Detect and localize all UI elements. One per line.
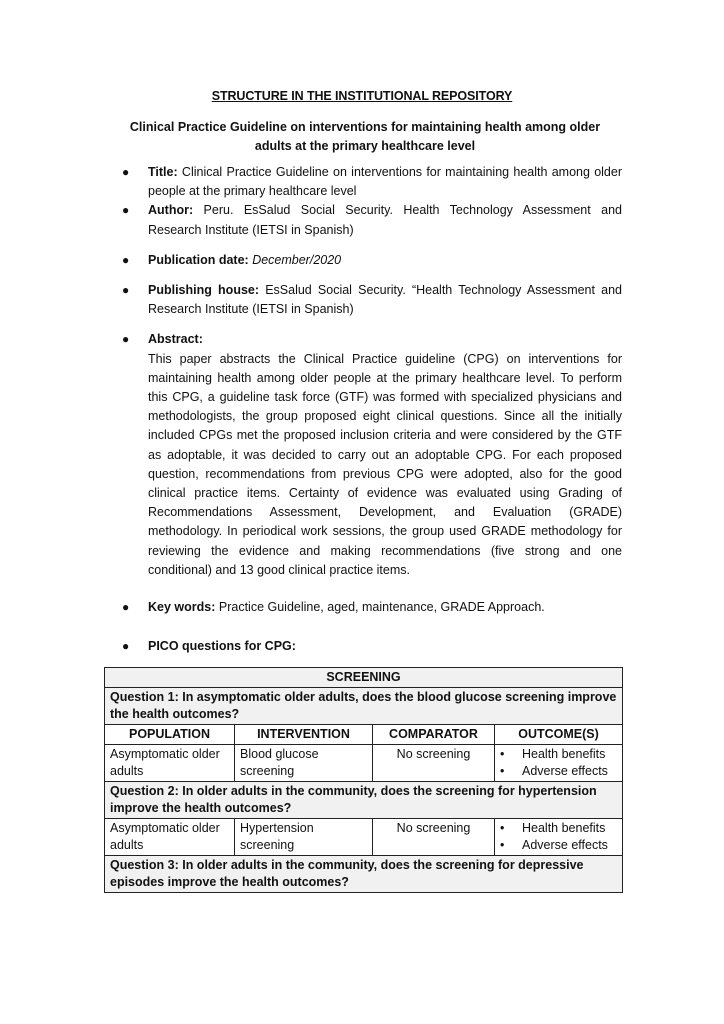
publisher-value: EsSalud Social Security. “Health Technology Assessment and Research Institute (IETSI in Spanish) [148, 283, 622, 317]
keywords-label: Key words: [148, 600, 216, 615]
title-item [120, 163, 622, 201]
bullet-icon: ● [122, 283, 130, 298]
question-row [105, 782, 623, 819]
publisher-label: Publishing house: [148, 283, 260, 298]
title-label: Title: [148, 165, 178, 179]
section-title: SCREENING [105, 668, 623, 688]
bullet-icon: ● [122, 252, 130, 267]
author-value: Peru. EsSalud Social Security. Health Technology Assessment and Research Institute (IETSI in Spanish) [148, 203, 622, 237]
author-label: Author: [148, 203, 194, 218]
outcome-item: • Adverse effects [500, 763, 617, 780]
header-comparator: COMPARATOR [373, 725, 495, 745]
header-population: POPULATION [105, 725, 235, 745]
abstract-item [120, 330, 622, 580]
document-title: STRUCTURE IN THE INSTITUTIONAL REPOSITORY [211, 89, 513, 103]
table-row [105, 819, 623, 856]
pico-table [104, 667, 623, 893]
question-row [105, 688, 623, 725]
keywords-value: Practice Guideline, aged, maintenance, GRADE Approach. [215, 600, 545, 615]
population-cell: Asymptomatic older adults [105, 745, 235, 782]
publication-date-item [120, 251, 622, 270]
bullet-icon: ● [122, 332, 130, 347]
bullet-icon: ● [122, 165, 130, 179]
pico-item [120, 637, 622, 656]
outcomes-cell [495, 819, 623, 856]
outcome-item: • Health benefits [500, 746, 617, 763]
comparator-cell: No screening [373, 745, 495, 782]
intervention-cell: Blood glucose screening [235, 745, 373, 782]
question-1: Question 1: In asymptomatic older adults, does the blood glucose screening improve the health outcomes? [105, 688, 623, 725]
pico-label: PICO questions for CPG: [148, 639, 296, 654]
section-row [105, 668, 623, 688]
population-cell: Asymptomatic older adults [105, 819, 235, 856]
outcome-item: • Health benefits [500, 820, 617, 837]
abstract-label: Abstract: [148, 332, 203, 347]
outcome-list [500, 820, 617, 854]
publication-date-label: Publication date: [148, 252, 249, 267]
bullet-icon: ● [122, 600, 130, 615]
header-outcomes: OUTCOME(S) [495, 725, 623, 745]
author-item [120, 201, 622, 239]
question-row [105, 856, 623, 893]
question-2: Question 2: In older adults in the community, does the screening for hypertension improve the health outcomes? [105, 782, 623, 819]
publisher-item [120, 281, 622, 319]
header-row [105, 725, 623, 745]
outcomes-cell [495, 745, 623, 782]
metadata-list [120, 163, 622, 656]
abstract-text: This paper abstracts the Clinical Practice guideline (CPG) on interventions for maintaining health among older people at the primary healthcare level. To perform this CPG, a guideline task force (GTF) was formed with specialized physicians and methodologists, the group proposed eight clinical questions. Since all the initially included CPGs met the proposed inclusion criteria and were considered by the GTF as adoptable, it was decided to carry out an adoptable CPG. For each proposed question, recommendations from previous CPG were adopted, also for the good clinical practice items. Certainty of evidence was evaluated using Grading of Recommendations Assessment, Development, and Evaluation (GRADE) methodology. In periodical work sessions, the group used GRADE methodology for reviewing the evidence and making recommendations (five strong and one conditional) and 13 good clinical practice items. [148, 351, 622, 577]
question-3: Question 3: In older adults in the community, does the screening for depressive episodes improve the health outcomes? [105, 856, 623, 893]
outcome-list [500, 746, 617, 780]
comparator-cell: No screening [373, 819, 495, 856]
header-intervention: INTERVENTION [235, 725, 373, 745]
bullet-icon: ● [122, 639, 130, 654]
bullet-icon: ● [122, 203, 130, 218]
title-value: Clinical Practice Guideline on interventions for maintaining health among older people at the primary healthcare level [148, 165, 622, 199]
table-row [105, 745, 623, 782]
document-subtitle: Clinical Practice Guideline on interventions for maintaining health among older adults at the primary healthcare level [129, 120, 601, 153]
keywords-item [120, 598, 622, 617]
publication-date-value: December/2020 [252, 252, 342, 267]
outcome-item: • Adverse effects [500, 837, 617, 854]
intervention-cell: Hypertension screening [235, 819, 373, 856]
